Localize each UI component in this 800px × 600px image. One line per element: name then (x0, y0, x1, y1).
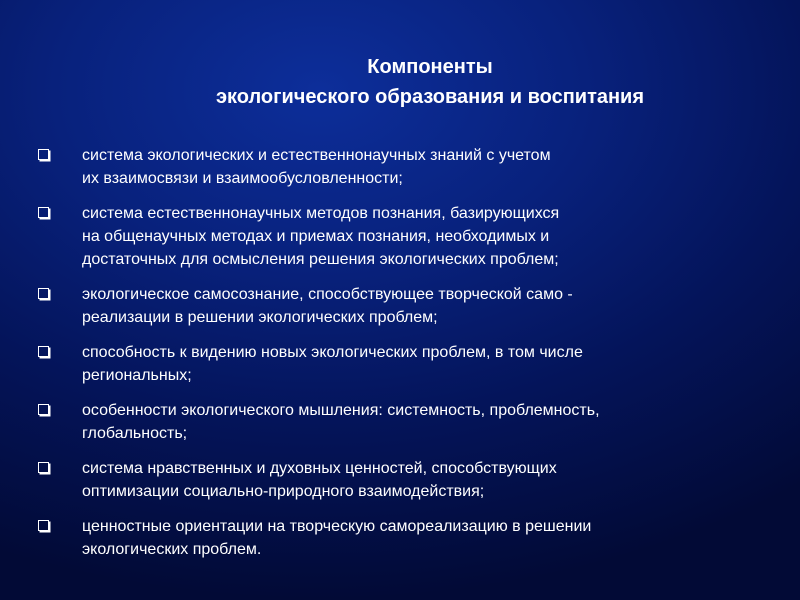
slide-title-line-1: Компоненты (367, 56, 493, 78)
list-item (36, 341, 776, 387)
checkbox-bullet-icon (38, 207, 49, 218)
list-item (36, 202, 776, 271)
checkbox-bullet-icon (38, 288, 49, 299)
checkbox-bullet-icon (38, 404, 49, 415)
list-item (36, 283, 776, 329)
slide-title-line-2: экологического образования и воспитания (215, 86, 645, 108)
list-item-text: экологическое самосознание, способствующее творческой само - реализации в решении экологических проблем; (82, 286, 573, 326)
list-item-text: система нравственных и духовных ценностей, способствующих оптимизации социально-природного взаимодействия; (82, 460, 557, 500)
list-item (36, 515, 776, 561)
checkbox-bullet-icon (38, 520, 49, 531)
checkbox-bullet-icon (38, 346, 49, 357)
checkbox-bullet-icon (38, 462, 49, 473)
components-list (36, 144, 776, 573)
list-item-text: особенности экологического мышления: системность, проблемность, глобальность; (82, 402, 600, 442)
list-item (36, 144, 776, 190)
list-item-text: ценностные ориентации на творческую самореализацию в решении экологических проблем. (82, 518, 592, 558)
list-item-text: способность к видению новых экологических проблем, в том числе региональных; (82, 344, 583, 384)
list-item-text: система естественнонаучных методов познания, базирующихся на общенаучных методах и приемах познания, необходимых и достаточных для осмысления решения экологических проблем; (82, 205, 560, 268)
checkbox-bullet-icon (38, 149, 49, 160)
list-item (36, 399, 776, 445)
list-item-text: система экологических и естественнонаучных знаний с учетом их взаимосвязи и взаимообусловленности; (82, 147, 551, 187)
list-item (36, 457, 776, 503)
slide-title (60, 52, 800, 112)
